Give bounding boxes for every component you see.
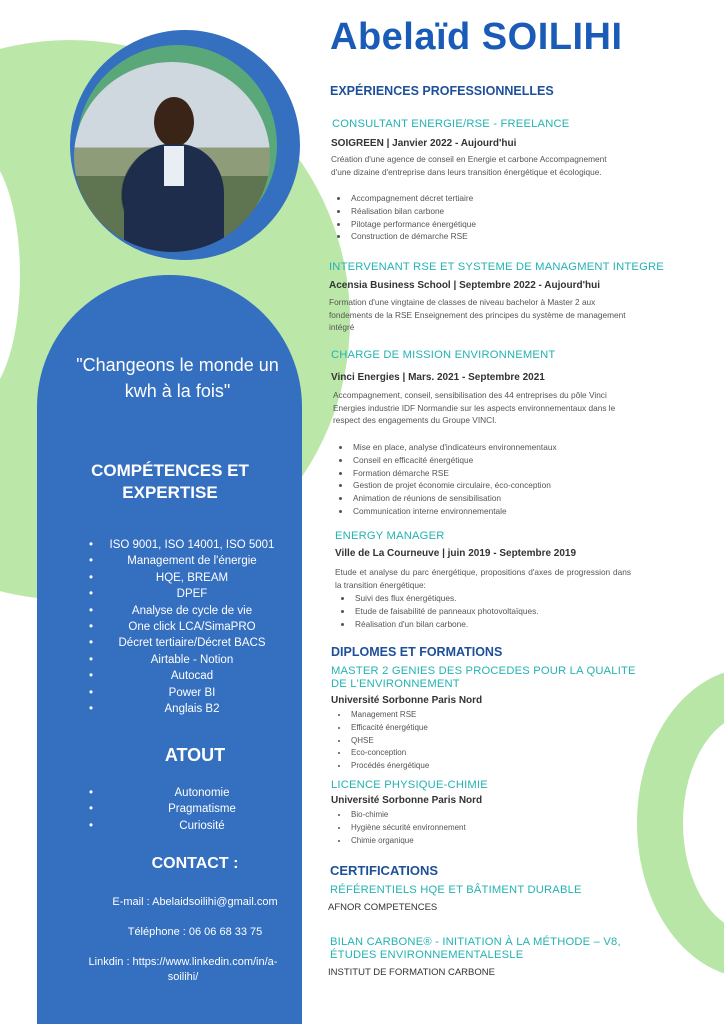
experience-title: EXPÉRIENCES PROFESSIONNELLES	[330, 84, 554, 98]
skill-item: • Power BI	[102, 685, 282, 701]
skill-item: • DPEF	[102, 586, 282, 602]
job-bullet: • Construction de démarche RSE	[349, 230, 639, 243]
contact-email[interactable]: E-mail : Abelaidsoilihi@gmail.com	[112, 896, 278, 908]
skill-item: • Décret tertiaire/Décret BACS	[102, 635, 282, 651]
certification-title: RÉFÉRENTIELS HQE ET BÂTIMENT DURABLE	[330, 884, 582, 896]
job-bullets	[333, 441, 641, 518]
degree-bullet: • Management RSE	[349, 709, 609, 722]
contact-phone[interactable]: Téléphone : 06 06 68 33 75	[127, 926, 263, 938]
decorative-right-ring	[637, 668, 724, 978]
job-company: Ville de La Courneuve | juin 2019 - Septembre 2019	[335, 548, 577, 559]
job-bullet: • Pilotage performance énergétique	[349, 218, 639, 231]
skill-item: • Airtable - Notion	[102, 652, 282, 668]
job-title: CONSULTANT ENERGIE/RSE - FREELANCE	[332, 118, 570, 130]
job-description: Etude et analyse du parc énergétique, propositions d'axes de progression dans la transition énergétique:	[335, 567, 631, 590]
degree-bullet: • Efficacité énergétique	[349, 722, 609, 735]
job-bullet: • Communication interne environnementale	[351, 505, 641, 518]
job-description: Formation d'une vingtaine de classes de niveau bachelor à Master 2 aux fondements de la RSE Enseignement des principes du système de management intégré	[329, 297, 626, 333]
candidate-name: Abelaïd SOILIHI	[330, 16, 623, 58]
atout-item: • Autonomie	[102, 785, 302, 801]
job-title: INTERVENANT RSE ET SYSTEME DE MANAGMENT INTEGRE	[329, 261, 664, 273]
job-bullet: • Etude de faisabilité de panneaux photovoltaïques.	[353, 605, 643, 618]
atout-item: • Pragmatisme	[102, 801, 302, 817]
education-title: DIPLOMES ET FORMATIONS	[331, 645, 503, 659]
job-description: Accompagnement, conseil, sensibilisation des 44 entreprises du pôle Vinci Energies industrie IDF Normandie sur les aspects environnementaux dans le respect des engagements du Groupe VINCI.	[333, 390, 616, 426]
certification-org: INSTITUT DE FORMATION CARBONE	[328, 967, 495, 978]
atout-title: ATOUT	[164, 745, 226, 765]
contact-title: CONTACT :	[151, 855, 239, 872]
degree-title: MASTER 2 GENIES DES PROCEDES POUR LA QUALITE DE L'ENVIRONNEMENT	[331, 665, 636, 690]
certification-title: BILAN CARBONE® - INITIATION À LA MÉTHODE – V8, ÉTUDES ENVIRONNEMENTALESLE	[330, 936, 621, 961]
skills-title: COMPÉTENCES ET EXPERTISE	[91, 461, 249, 502]
degree-bullets	[331, 809, 609, 847]
degree-bullet: • Eco-conception	[349, 747, 609, 760]
skill-item: • One click LCA/SimaPRO	[102, 619, 282, 635]
skill-item: • Management de l'énergie	[102, 553, 282, 569]
skill-item: • ISO 9001, ISO 14001, ISO 5001	[102, 537, 282, 553]
degree-bullets	[331, 709, 609, 773]
job-bullets	[335, 592, 643, 630]
job-bullet: • Formation démarche RSE	[351, 467, 641, 480]
skill-item: • Autocad	[102, 668, 282, 684]
job-bullets	[331, 192, 639, 243]
photo-shirt	[164, 146, 184, 186]
job-bullet: • Gestion de projet économie circulaire, éco-conception	[351, 479, 641, 492]
degree-bullet: • Procédés énergétique	[349, 760, 609, 773]
job-bullet: • Suivi des flux énergétiques.	[353, 592, 643, 605]
contact-linkedin[interactable]: Linkdin : https://www.linkedin.com/in/a-soilihi/	[88, 956, 278, 983]
job-company: SOIGREEN | Janvier 2022 - Aujourd'hui	[331, 138, 517, 149]
degree-bullet: • QHSE	[349, 735, 609, 748]
atout-list	[102, 785, 302, 834]
degree-bullet: • Hygiène sécurité environnement	[349, 822, 609, 835]
job-company: Vinci Energies | Mars. 2021 - Septembre 2021	[331, 372, 545, 383]
job-bullet: • Animation de réunions de sensibilisation	[351, 492, 641, 505]
job-title: CHARGE DE MISSION ENVIRONNEMENT	[331, 349, 556, 361]
skill-item: • Analyse de cycle de vie	[102, 603, 282, 619]
job-bullet: • Réalisation bilan carbone	[349, 205, 639, 218]
degree-school: Université Sorbonne Paris Nord	[331, 695, 483, 706]
skills-list	[102, 537, 282, 717]
degree-title: LICENCE PHYSIQUE-CHIMIE	[331, 779, 488, 791]
skill-item: • HQE, BREAM	[102, 570, 282, 586]
quote-text: "Changeons le monde un kwh à la fois"	[76, 355, 279, 401]
degree-bullet: • Chimie organique	[349, 835, 609, 848]
photo-head	[154, 97, 194, 147]
degree-school: Université Sorbonne Paris Nord	[331, 795, 483, 806]
degree-bullet: • Bio-chimie	[349, 809, 609, 822]
job-bullet: • Conseil en efficacité énergétique	[351, 454, 641, 467]
job-bullet: • Accompagnement décret tertiaire	[349, 192, 639, 205]
job-title: ENERGY MANAGER	[335, 530, 445, 542]
job-description: Création d'une agence de conseil en Energie et carbone Accompagnement d'une dizaine d'entreprise dans leurs transition énergétique et écologique.	[331, 154, 607, 177]
certification-org: AFNOR COMPETENCES	[328, 902, 438, 913]
job-bullet: • Réalisation d'un bilan carbone.	[353, 618, 643, 631]
profile-photo	[74, 62, 270, 252]
job-company: Acensia Business School | Septembre 2022 - Aujourd'hui	[329, 280, 600, 291]
skill-item: • Anglais B2	[102, 701, 282, 717]
certifications-title: CERTIFICATIONS	[330, 863, 439, 878]
job-bullet: • Mise en place, analyse d'indicateurs environnementaux	[351, 441, 641, 454]
atout-item: • Curiosité	[102, 818, 302, 834]
